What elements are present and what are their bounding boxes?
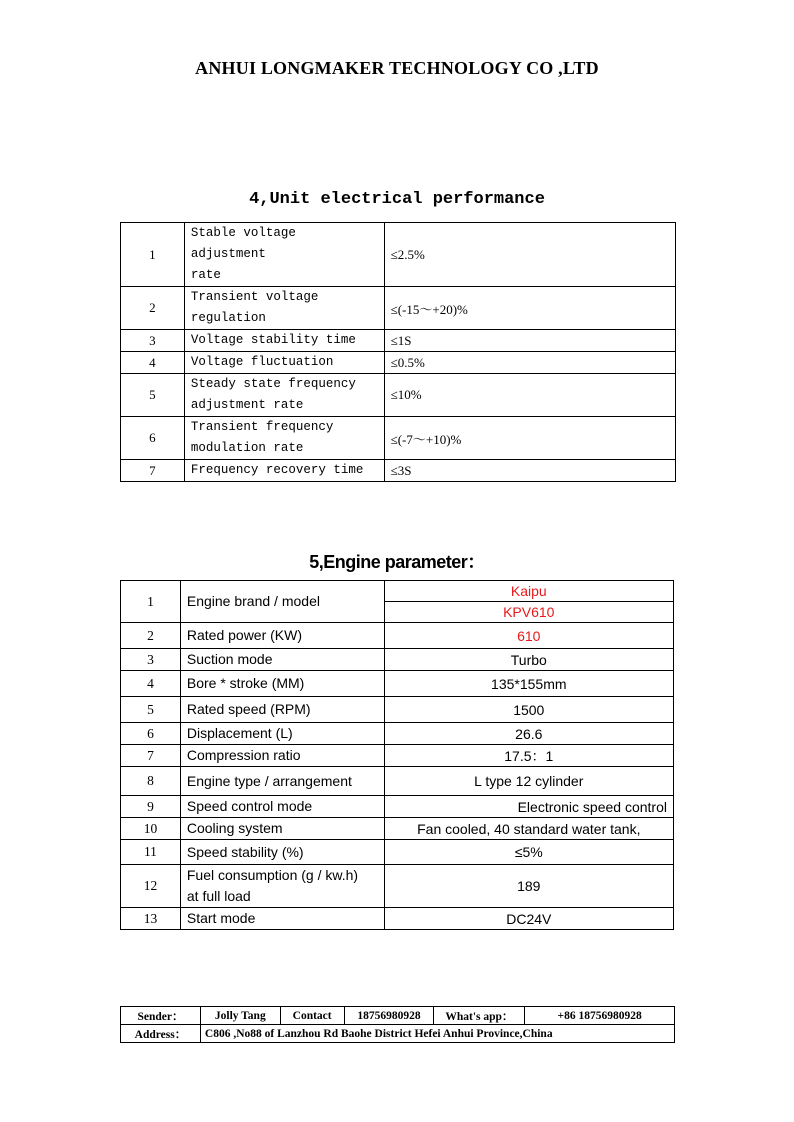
parameter-value: ≤5%: [384, 840, 673, 865]
parameter-name: Engine type / arrangement: [180, 767, 384, 796]
parameter-name: Cooling system: [180, 818, 384, 840]
table-row: [121, 287, 676, 330]
parameter-value: ≤(-7～+10)%: [384, 417, 675, 460]
row-number: 6: [121, 723, 181, 745]
engine-model: KPV610: [384, 602, 673, 623]
parameter-value: ≤10%: [384, 374, 675, 417]
row-number: 12: [121, 865, 181, 908]
parameter-name: Rated speed (RPM): [180, 697, 384, 723]
footer-address-row: [121, 1025, 675, 1043]
parameter-value: ≤2.5%: [384, 223, 675, 287]
row-number: 3: [121, 649, 181, 671]
table-row: [121, 352, 676, 374]
parameter-name: Suction mode: [180, 649, 384, 671]
company-name: ANHUI LONGMAKER TECHNOLOGY CO ,LTD: [195, 58, 599, 78]
table-row: [121, 460, 676, 482]
parameter-value: ≤1S: [384, 330, 675, 352]
row-number: 2: [121, 287, 185, 330]
parameter-name: Frequency recovery time: [184, 460, 384, 482]
contact-phone: 18756980928: [344, 1007, 434, 1025]
parameter-value: 135*155mm: [384, 671, 673, 697]
table-row: [121, 623, 674, 649]
parameter-name: Displacement (L): [180, 723, 384, 745]
parameter-name: Speed control mode: [180, 796, 384, 818]
table-row: [121, 865, 674, 908]
parameter-name: Voltage stability time: [184, 330, 384, 352]
table-row: [121, 697, 674, 723]
table-row: [121, 649, 674, 671]
table-row: [121, 767, 674, 796]
parameter-value: DC24V: [384, 908, 673, 930]
table-row: [121, 374, 676, 417]
row-number: 9: [121, 796, 181, 818]
row-number: 4: [121, 352, 185, 374]
row-number: 5: [121, 374, 185, 417]
parameter-name: Voltage fluctuation: [184, 352, 384, 374]
parameter-name: Transient voltage regulation: [184, 287, 384, 330]
table-row: [121, 417, 676, 460]
row-number: 2: [121, 623, 181, 649]
sender-label: Sender：: [121, 1007, 201, 1025]
table-row: [121, 223, 676, 287]
whatsapp-label: What's app：: [434, 1007, 525, 1025]
footer-contact-row: [121, 1007, 675, 1025]
table-row: [121, 840, 674, 865]
parameter-name: Transient frequency modulation rate: [184, 417, 384, 460]
table-row: [121, 796, 674, 818]
engine-brand: Kaipu: [384, 581, 673, 602]
engine-parameter-table: [120, 580, 674, 930]
row-number: 6: [121, 417, 185, 460]
parameter-name: Steady state frequency adjustment rate: [184, 374, 384, 417]
table-row: [121, 908, 674, 930]
whatsapp-number: +86 18756980928: [525, 1007, 675, 1025]
sender-name: Jolly Tang: [200, 1007, 280, 1025]
row-number: 11: [121, 840, 181, 865]
table-row: [121, 671, 674, 697]
parameter-name: Bore * stroke (MM): [180, 671, 384, 697]
parameter-name: Stable voltage adjustment rate: [184, 223, 384, 287]
table-row: [121, 723, 674, 745]
parameter-value: 1500: [384, 697, 673, 723]
parameter-name: Speed stability (%): [180, 840, 384, 865]
section-5-title: 5,Engine parameter：: [309, 552, 485, 572]
contact-label: Contact: [280, 1007, 344, 1025]
parameter-name: Engine brand / model: [180, 581, 384, 623]
electrical-performance-table: [120, 222, 676, 482]
section-4-title: 4,Unit electrical performance: [249, 190, 545, 209]
parameter-value: ≤(-15～+20)%: [384, 287, 675, 330]
row-number: 13: [121, 908, 181, 930]
parameter-name: Start mode: [180, 908, 384, 930]
table-row: [121, 818, 674, 840]
row-number: 3: [121, 330, 185, 352]
parameter-value: Electronic speed control: [384, 796, 673, 818]
parameter-value: 26.6: [384, 723, 673, 745]
contact-footer: [120, 1006, 675, 1043]
parameter-value: 610: [384, 623, 673, 649]
table-row: [121, 581, 674, 602]
parameter-value: L type 12 cylinder: [384, 767, 673, 796]
parameter-name: Fuel consumption (g / kw.h) at full load: [180, 865, 384, 908]
row-number: 5: [121, 697, 181, 723]
row-number: 8: [121, 767, 181, 796]
parameter-value: 17.5：1: [384, 745, 673, 767]
address-label: Address：: [121, 1025, 201, 1043]
row-number: 7: [121, 745, 181, 767]
parameter-name: Compression ratio: [180, 745, 384, 767]
row-number: 1: [121, 581, 181, 623]
parameter-value: 189: [384, 865, 673, 908]
table-row: [121, 330, 676, 352]
parameter-name: Rated power (KW): [180, 623, 384, 649]
row-number: 1: [121, 223, 185, 287]
row-number: 4: [121, 671, 181, 697]
table-row: [121, 745, 674, 767]
parameter-value: ≤0.5%: [384, 352, 675, 374]
parameter-value: ≤3S: [384, 460, 675, 482]
parameter-value: Turbo: [384, 649, 673, 671]
address-text: C806 ,No88 of Lanzhou Rd Baohe District Hefei Anhui Province,China: [200, 1025, 674, 1043]
row-number: 10: [121, 818, 181, 840]
parameter-value: Fan cooled, 40 standard water tank,: [384, 818, 673, 840]
row-number: 7: [121, 460, 185, 482]
